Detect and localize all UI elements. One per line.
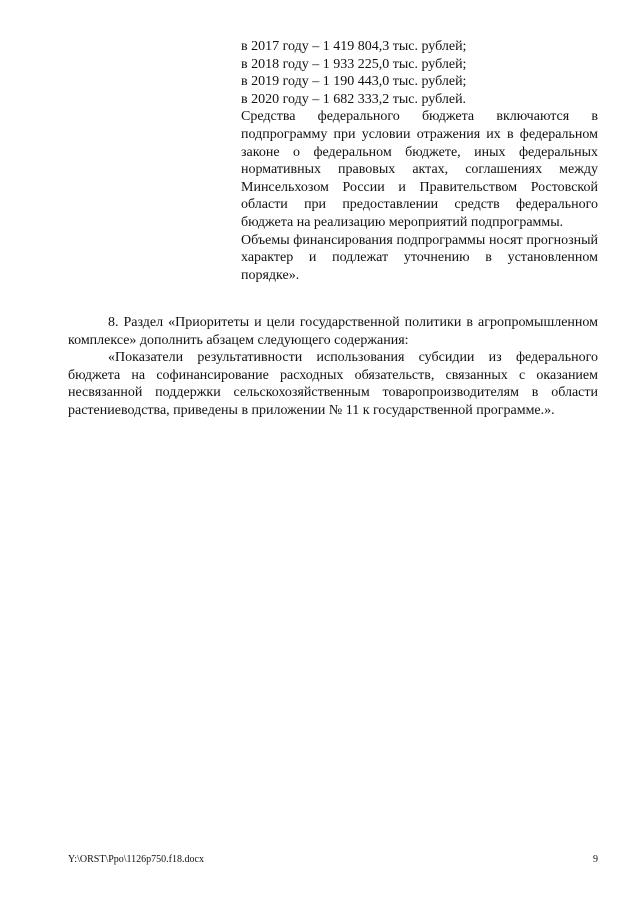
funding-line-2019: в 2019 году – 1 190 443,0 тыс. рублей;	[241, 74, 467, 90]
funding-block	[241, 38, 598, 284]
funding-line-2020: в 2020 году – 1 682 333,2 тыс. рублей.	[241, 91, 467, 107]
quoted-paragraph: «Показатели результативности использования субсидии из федерального бюджета на софинансирование расходных обязательств, связанных с оказанием несвязанной поддержки сельскохозяйственным товаропроизводителям в области растениеводства, приведены в приложении № 11 к государственной программе.».	[68, 350, 598, 418]
section-8-paragraph: 8. Раздел «Приоритеты и цели государственной политики в агропромышленном комплексе» дополнить абзацем следующего содержания:	[68, 315, 598, 348]
funding-line-2017: в 2017 году – 1 419 804,3 тыс. рублей;	[241, 39, 467, 54]
federal-funds-paragraph: Средства федерального бюджета включаются в подпрограмму при условии отражения их в федеральном законе о федеральном бюджете, иных федеральных нормативных правовых актах, соглашениях между Минсельхозом России и Правительством Ростовской области при предоставлении средств федерального бюджета на реализацию мероприятий подпрограммы.	[241, 109, 598, 230]
footer-file-path: Y:\ORST\Ppo\1126p750.f18.docx	[68, 854, 204, 865]
funding-line-2018: в 2018 году – 1 933 225,0 тыс. рублей;	[241, 56, 467, 72]
main-text	[68, 314, 598, 420]
funding-volume-paragraph: Объемы финансирования подпрограммы носят прогнозный характер и подлежат уточнению в установленном порядке».	[241, 232, 598, 283]
page-number: 9	[593, 854, 598, 865]
